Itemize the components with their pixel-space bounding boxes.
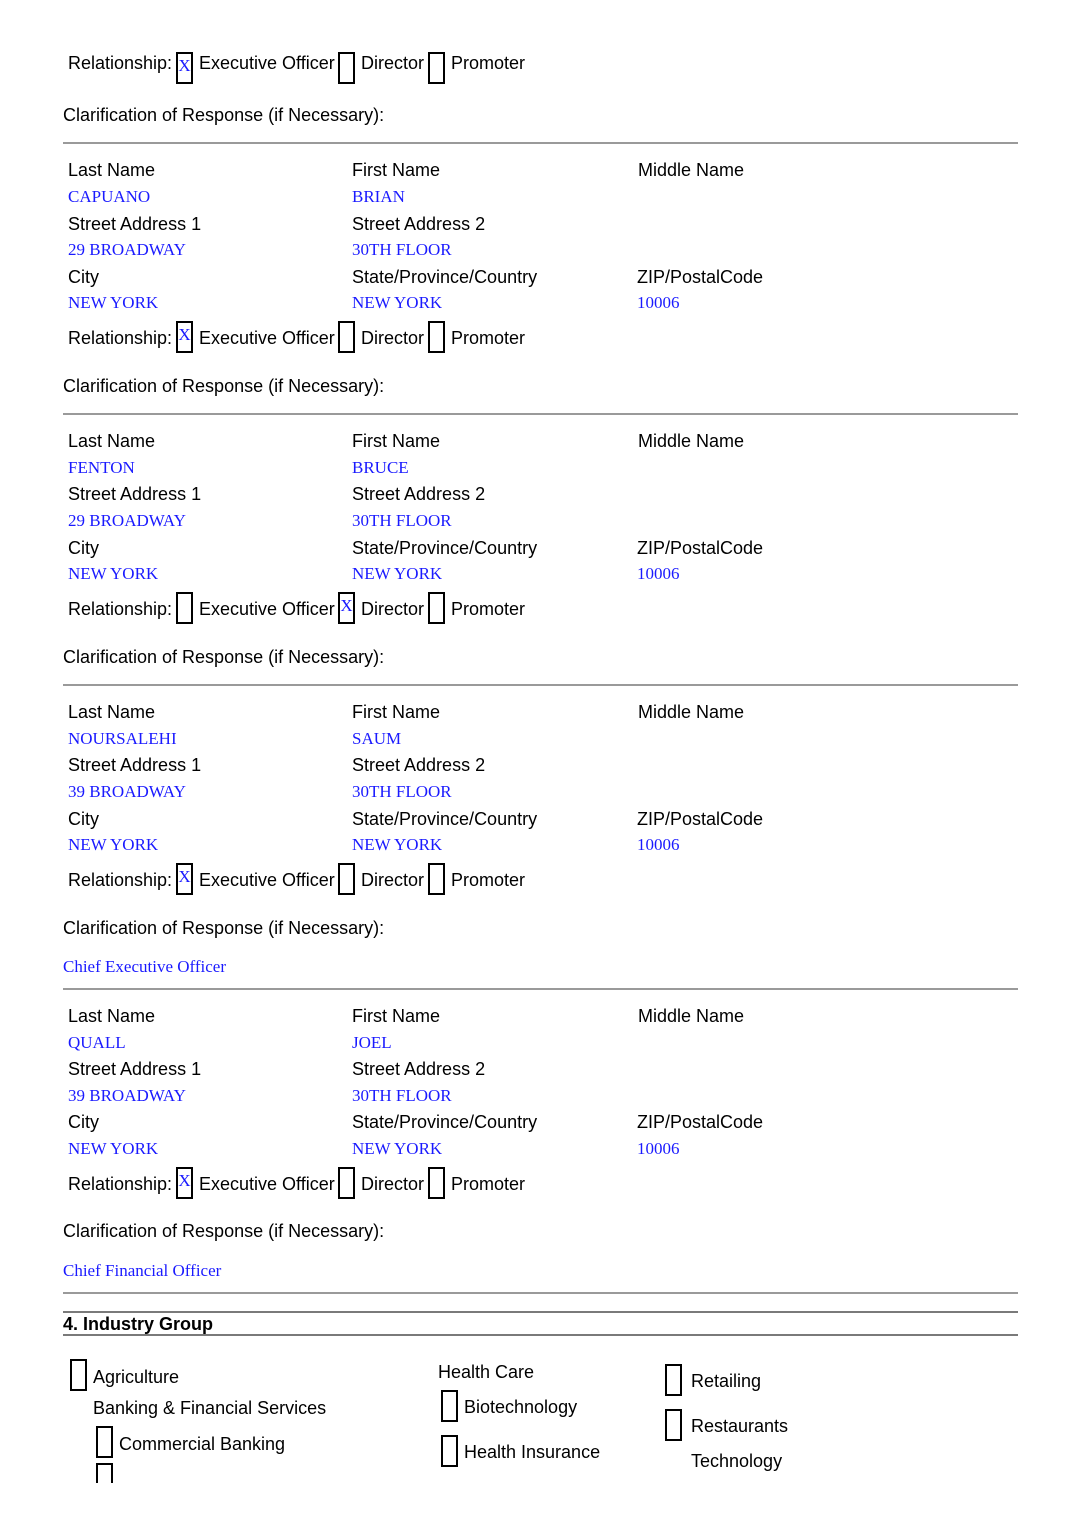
street2-value: 30TH FLOOR [352, 782, 452, 801]
city-label: City [68, 809, 99, 829]
state-label: State/Province/Country [352, 809, 538, 829]
zip-label: ZIP/PostalCode [637, 538, 764, 558]
street2-label: Street Address 2 [352, 214, 486, 234]
zip-value: 10006 [637, 564, 680, 583]
next-banking-checkbox[interactable] [96, 1463, 113, 1483]
retailing-label: Retailing [691, 1371, 762, 1391]
first-name-value: SAUM [352, 729, 402, 748]
street2-label: Street Address 2 [352, 484, 486, 504]
state-label: State/Province/Country [352, 1112, 538, 1132]
executive-officer-checkbox[interactable] [176, 592, 193, 624]
promoter-checkbox[interactable] [428, 321, 445, 353]
city-value: NEW YORK [68, 1139, 159, 1158]
section-divider [63, 142, 1018, 144]
street2-label: Street Address 2 [352, 755, 486, 775]
relationship-label: Relationship: [68, 328, 173, 348]
section-header-bottom-rule [63, 1334, 1018, 1336]
health-insurance-label: Health Insurance [464, 1442, 601, 1462]
street1-value: 39 BROADWAY [68, 782, 186, 801]
state-value: NEW YORK [352, 1139, 443, 1158]
city-label: City [68, 1112, 99, 1132]
relationship-label: Relationship: [68, 870, 173, 890]
state-value: NEW YORK [352, 835, 443, 854]
promoter-label: Promoter [451, 53, 526, 73]
check-mark: X [178, 1171, 191, 1190]
executive-officer-label: Executive Officer [199, 599, 335, 619]
executive-officer-checkbox[interactable] [176, 863, 193, 895]
street2-label: Street Address 2 [352, 1059, 486, 1079]
section-divider [63, 684, 1018, 686]
restaurants-label: Restaurants [691, 1416, 789, 1436]
street2-value: 30TH FLOOR [352, 511, 452, 530]
section-title-industry-group: 4. Industry Group [63, 1314, 214, 1334]
health-care-group-label: Health Care [438, 1362, 535, 1382]
executive-officer-label: Executive Officer [199, 53, 335, 73]
section-divider [63, 988, 1018, 990]
state-value: NEW YORK [352, 293, 443, 312]
street1-value: 29 BROADWAY [68, 240, 186, 259]
clarification-label: Clarification of Response (if Necessary): [63, 1221, 385, 1241]
executive-officer-checkbox[interactable] [176, 1167, 193, 1199]
first-name-value: BRUCE [352, 458, 409, 477]
city-value: NEW YORK [68, 564, 159, 583]
last-name-value: CAPUANO [68, 187, 151, 206]
promoter-label: Promoter [451, 328, 526, 348]
street1-value: 29 BROADWAY [68, 511, 186, 530]
director-checkbox[interactable] [338, 592, 355, 624]
restaurants-checkbox[interactable] [665, 1409, 682, 1441]
zip-label: ZIP/PostalCode [637, 809, 764, 829]
director-checkbox[interactable] [338, 863, 355, 895]
clarification-label: Clarification of Response (if Necessary): [63, 918, 385, 938]
first-name-label: First Name [352, 702, 441, 722]
check-mark: X [178, 56, 191, 75]
first-name-label: First Name [352, 1006, 441, 1026]
section-divider [63, 1292, 1018, 1294]
promoter-label: Promoter [451, 599, 526, 619]
state-value: NEW YORK [352, 564, 443, 583]
executive-officer-checkbox[interactable] [176, 321, 193, 353]
zip-value: 10006 [637, 293, 680, 312]
first-name-value: BRIAN [352, 187, 405, 206]
promoter-checkbox[interactable] [428, 1167, 445, 1199]
city-value: NEW YORK [68, 835, 159, 854]
director-label: Director [361, 1174, 425, 1194]
last-name-value: QUALL [68, 1033, 126, 1052]
state-label: State/Province/Country [352, 538, 538, 558]
promoter-label: Promoter [451, 870, 526, 890]
street2-value: 30TH FLOOR [352, 240, 452, 259]
middle-name-label: Middle Name [638, 1006, 745, 1026]
middle-name-label: Middle Name [638, 160, 745, 180]
street1-label: Street Address 1 [68, 484, 202, 504]
last-name-value: FENTON [68, 458, 135, 477]
zip-label: ZIP/PostalCode [637, 267, 764, 287]
agriculture-checkbox[interactable] [70, 1359, 87, 1391]
promoter-checkbox[interactable] [428, 592, 445, 624]
clarification-value: Chief Executive Officer [63, 957, 227, 976]
street1-value: 39 BROADWAY [68, 1086, 186, 1105]
retailing-checkbox[interactable] [665, 1364, 682, 1396]
first-name-value: JOEL [352, 1033, 392, 1052]
section-divider [63, 413, 1018, 415]
state-label: State/Province/Country [352, 267, 538, 287]
commercial-banking-label: Commercial Banking [119, 1434, 286, 1454]
relationship-label: Relationship: [68, 1174, 173, 1194]
last-name-label: Last Name [68, 160, 156, 180]
promoter-label: Promoter [451, 1174, 526, 1194]
clarification-label: Clarification of Response (if Necessary): [63, 105, 385, 125]
director-label: Director [361, 53, 425, 73]
clarification-label: Clarification of Response (if Necessary): [63, 647, 385, 667]
clarification-label: Clarification of Response (if Necessary): [63, 376, 385, 396]
director-checkbox[interactable] [338, 321, 355, 353]
street1-label: Street Address 1 [68, 214, 202, 234]
biotechnology-label: Biotechnology [464, 1397, 578, 1417]
director-checkbox[interactable] [338, 1167, 355, 1199]
first-name-label: First Name [352, 431, 441, 451]
technology-group-label: Technology [691, 1451, 783, 1471]
executive-officer-label: Executive Officer [199, 1174, 335, 1194]
last-name-label: Last Name [68, 702, 156, 722]
city-value: NEW YORK [68, 293, 159, 312]
last-name-value: NOURSALEHI [68, 729, 177, 748]
zip-value: 10006 [637, 1139, 680, 1158]
promoter-checkbox[interactable] [428, 52, 445, 84]
health-insurance-checkbox[interactable] [441, 1435, 458, 1467]
executive-officer-checkbox[interactable] [176, 52, 193, 84]
check-mark: X [340, 596, 353, 615]
agriculture-label: Agriculture [93, 1367, 180, 1387]
check-mark: X [178, 867, 191, 886]
commercial-banking-checkbox[interactable] [96, 1426, 113, 1458]
city-label: City [68, 538, 99, 558]
zip-label: ZIP/PostalCode [637, 1112, 764, 1132]
relationship-label: Relationship: [68, 53, 173, 73]
street1-label: Street Address 1 [68, 755, 202, 775]
director-label: Director [361, 599, 425, 619]
relationship-label: Relationship: [68, 599, 173, 619]
middle-name-label: Middle Name [638, 702, 745, 722]
first-name-label: First Name [352, 160, 441, 180]
street2-value: 30TH FLOOR [352, 1086, 452, 1105]
executive-officer-label: Executive Officer [199, 328, 335, 348]
biotechnology-checkbox[interactable] [441, 1390, 458, 1422]
last-name-label: Last Name [68, 431, 156, 451]
director-label: Director [361, 870, 425, 890]
last-name-label: Last Name [68, 1006, 156, 1026]
city-label: City [68, 267, 99, 287]
director-label: Director [361, 328, 425, 348]
executive-officer-label: Executive Officer [199, 870, 335, 890]
clarification-value: Chief Financial Officer [63, 1261, 222, 1280]
banking-group-label: Banking & Financial Services [93, 1398, 327, 1418]
street1-label: Street Address 1 [68, 1059, 202, 1079]
middle-name-label: Middle Name [638, 431, 745, 451]
director-checkbox[interactable] [338, 52, 355, 84]
check-mark: X [178, 325, 191, 344]
zip-value: 10006 [637, 835, 680, 854]
promoter-checkbox[interactable] [428, 863, 445, 895]
